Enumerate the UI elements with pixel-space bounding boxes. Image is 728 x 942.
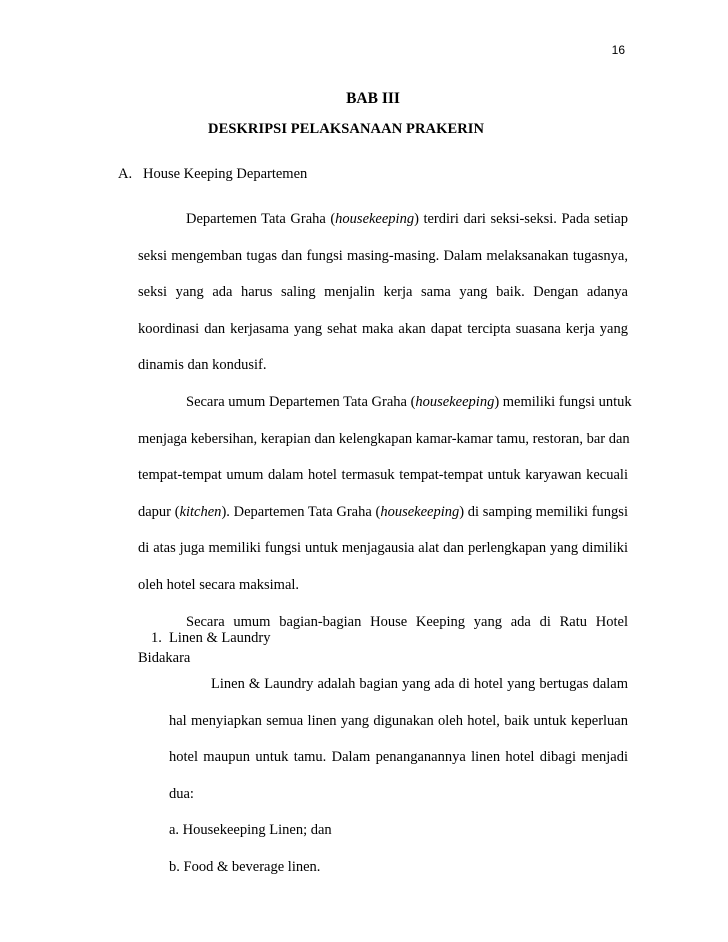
section-body: [138, 201, 632, 677]
section-heading: [118, 166, 307, 183]
subsection-title: Linen & Laundry: [169, 630, 271, 646]
sub-paragraph: [169, 666, 628, 812]
page-number: 16: [611, 43, 625, 57]
sub-paragraph-line: Linen & Laundry adalah bagian yang ada di hotel yang bertugas dalam: [211, 676, 628, 692]
list-item: b. Food & beverage linen.: [169, 858, 321, 875]
paragraph-line: koordinasi dan kerjasama yang sehat maka akan dapat tercipta suasana kerja yang: [138, 320, 628, 337]
sub-paragraph-line: dua:: [169, 785, 194, 802]
chapter-heading: BAB III: [346, 90, 400, 107]
paragraph-line: seksi yang ada harus saling menjalin kerja sama yang baik. Dengan adanya: [138, 284, 628, 301]
sub-paragraph-line: hotel maupun untuk tamu. Dalam penanganannya linen hotel dibagi menjadi: [169, 749, 628, 766]
section-label: A.: [118, 166, 133, 182]
paragraph-line: Secara umum Departemen Tata Graha (housekeeping) memiliki fungsi untuk: [186, 393, 632, 410]
subsection-number: 1.: [151, 630, 162, 646]
chapter-title: DESKRIPSI PELAKSANAAN PRAKERIN: [208, 121, 485, 137]
paragraph-line: Departemen Tata Graha (housekeeping) terdiri dari seksi-seksi. Pada setiap: [186, 211, 628, 227]
paragraph-line: oleh hotel secara maksimal.: [138, 576, 300, 593]
paragraph-line: seksi mengemban tugas dan fungsi masing-masing. Dalam melaksanakan tugasnya,: [138, 247, 628, 264]
paragraph: [138, 201, 628, 384]
subsection-body: [169, 666, 628, 886]
paragraph-line: menjaga kebersihan, kerapian dan kelengkapan kamar-kamar tamu, restoran, bar dan: [138, 430, 630, 447]
sub-paragraph-line: hal menyiapkan semua linen yang digunakan oleh hotel, baik untuk keperluan: [169, 712, 628, 729]
paragraph-line: tempat-tempat umum dalam hotel termasuk tempat-tempat untuk karyawan kecuali: [138, 467, 628, 484]
paragraph-line: di atas juga memiliki fungsi untuk menjagausia alat dan perlengkapan yang dimiliki: [138, 540, 628, 557]
paragraph-line: Secara umum bagian-bagian House Keeping yang ada di Ratu Hotel: [186, 613, 628, 630]
subsection-heading: [151, 630, 270, 647]
paragraph-line: dapur (kitchen). Departemen Tata Graha (housekeeping) di samping memiliki fungsi: [138, 503, 628, 520]
paragraph-line: Bidakara: [138, 650, 191, 667]
paragraph: [138, 384, 632, 604]
list-item: a. Housekeeping Linen; dan: [169, 822, 332, 839]
section-title: House Keeping Departemen: [143, 166, 308, 182]
paragraph-line: dinamis dan kondusif.: [138, 357, 267, 374]
